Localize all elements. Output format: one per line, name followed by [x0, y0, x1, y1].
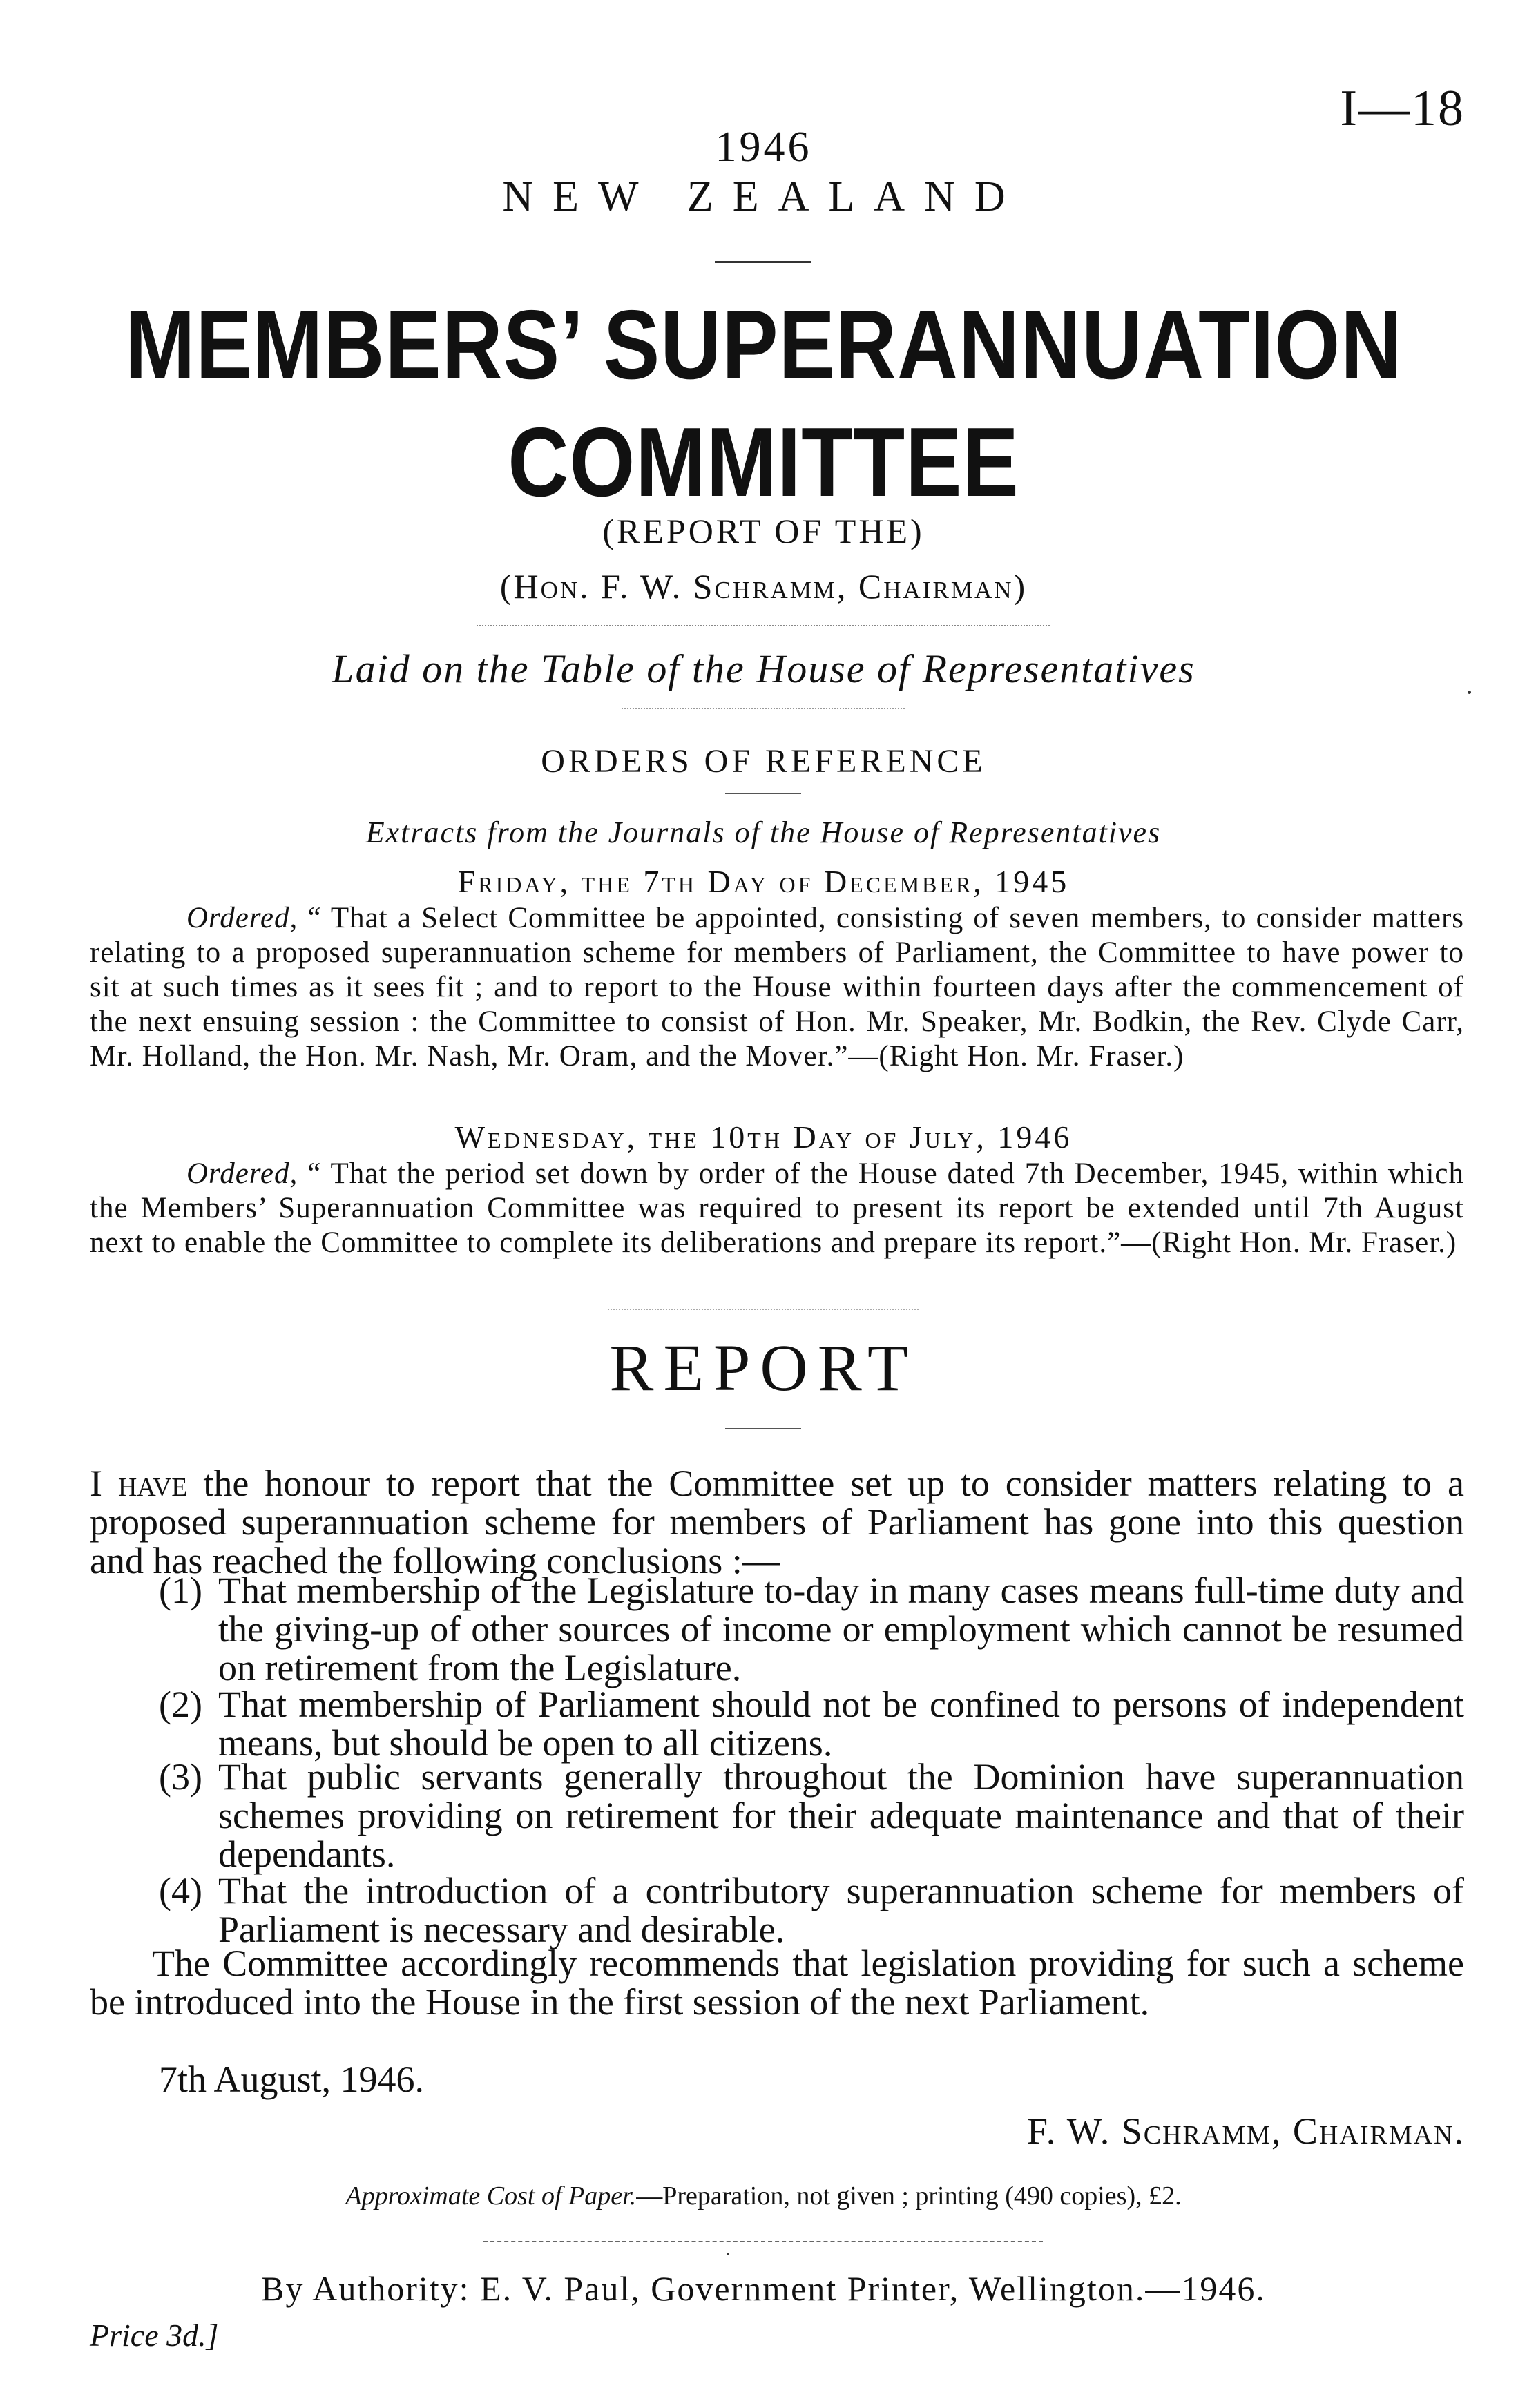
- report-conclusion-text: The Committee accordingly recommends that legislation providing for such a scheme be introduced into the House in the first session of the next Parliament.: [90, 1943, 1464, 2023]
- order1-text: [90, 901, 1464, 1074]
- report-subtitle: (REPORT OF THE): [602, 512, 925, 550]
- ordered-label: Ordered,: [186, 902, 298, 934]
- order2-body: “ That the period set down by order of the House dated 7th December, 1945, within which the Members’ Superannuation Committee was required to present its report be extended until 7th August next to enable the Committee to complete its deliberations and prepare its report.”—(Right Hon. Mr. Fraser.): [90, 1157, 1465, 1259]
- report-heading: REPORT: [609, 1331, 918, 1405]
- order2-text: [90, 1157, 1464, 1260]
- clause-number: (1): [159, 1570, 202, 1611]
- cost-of-paper: [0, 2181, 1527, 2211]
- clause-text: That public servants generally throughout the Dominion have superannuation schemes providing on retirement for their adequate maintenance and that of their dependants.: [218, 1756, 1464, 1875]
- divider: [725, 793, 801, 794]
- document-year: 1946: [715, 124, 812, 171]
- clause-text: That the introduction of a contributory superannuation scheme for members of Parliament is necessary and desirable.: [218, 1870, 1464, 1950]
- divider: [622, 708, 905, 709]
- divider: [725, 1428, 801, 1429]
- cost-text: —Preparation, not given ; printing (490 copies), £2.: [636, 2181, 1182, 2210]
- laid-on-table: Laid on the Table of the House of Representatives: [332, 646, 1195, 691]
- country-heading: NEW ZEALAND: [502, 173, 1025, 220]
- price: Price 3d.]: [90, 2318, 219, 2353]
- scan-speck: [727, 2253, 729, 2255]
- divider: [608, 1309, 919, 1310]
- orders-heading: ORDERS OF REFERENCE: [541, 743, 986, 780]
- clause-3: [159, 1757, 1464, 1874]
- clause-text: That membership of the Legislature to-day in many cases means full-time duty and the giving-up of other sources of income or employment which cannot be resumed on retirement from the Legislature.: [218, 1570, 1464, 1688]
- divider: [483, 2241, 1043, 2242]
- clause-number: (4): [159, 1870, 202, 1911]
- report-intro-lead: I have: [90, 1463, 188, 1504]
- clause-number: (2): [159, 1684, 202, 1725]
- extracts-subheading: Extracts from the Journals of the House of Representatives: [365, 816, 1162, 849]
- ordered-label: Ordered,: [186, 1157, 298, 1190]
- page-title-line1: MEMBERS’ SUPERANNUATION: [124, 290, 1403, 400]
- report-conclusion: [90, 1944, 1464, 2021]
- clause-2: [159, 1685, 1464, 1762]
- report-date: 7th August, 1946.: [159, 2059, 425, 2100]
- clause-4: [159, 1871, 1464, 1949]
- order1-date: Friday, the 7th Day of December, 1945: [457, 864, 1070, 899]
- clause-number: (3): [159, 1756, 202, 1798]
- order1-body: “ That a Select Committee be appointed, consisting of seven members, to consider matters relating to a proposed superannuation scheme for members of Parliament, the Committee to have power to sit at such times as it sees fit ; and to report to the House within fourteen days after the commencement of the next ensuing session : the Committee to consist of Hon. Mr. Speaker, Mr. Bodkin, the Rev. Clyde Carr, Mr. Holland, the Hon. Mr. Nash, Mr. Oram, and the Mover.”—(Right Hon. Mr. Fraser.): [90, 902, 1464, 1072]
- report-intro: [90, 1464, 1464, 1580]
- signature: F. W. Schramm, Chairman.: [1026, 2110, 1465, 2152]
- chairman-line: (Hon. F. W. Schramm, Chairman): [499, 567, 1028, 606]
- scan-speck: [1468, 691, 1471, 694]
- order2-date: Wednesday, the 10th Day of July, 1946: [454, 1119, 1073, 1155]
- printer-authority: By Authority: E. V. Paul, Government Printer, Wellington.—1946.: [261, 2269, 1266, 2308]
- page-number: I—18: [1340, 80, 1465, 137]
- divider: [477, 625, 1050, 626]
- page-title-line2: COMMITTEE: [508, 407, 1019, 517]
- clause-text: That membership of Parliament should not be confined to persons of independent means, but should be open to all citizens.: [218, 1684, 1464, 1764]
- report-intro-text: the honour to report that the Committee set up to consider matters relating to a proposed superannuation scheme for members of Parliament has gone into this question and has reached the following conclusions :—: [90, 1463, 1465, 1581]
- cost-label: Approximate Cost of Paper.: [345, 2181, 637, 2210]
- divider: [715, 261, 811, 263]
- clause-1: [159, 1571, 1464, 1687]
